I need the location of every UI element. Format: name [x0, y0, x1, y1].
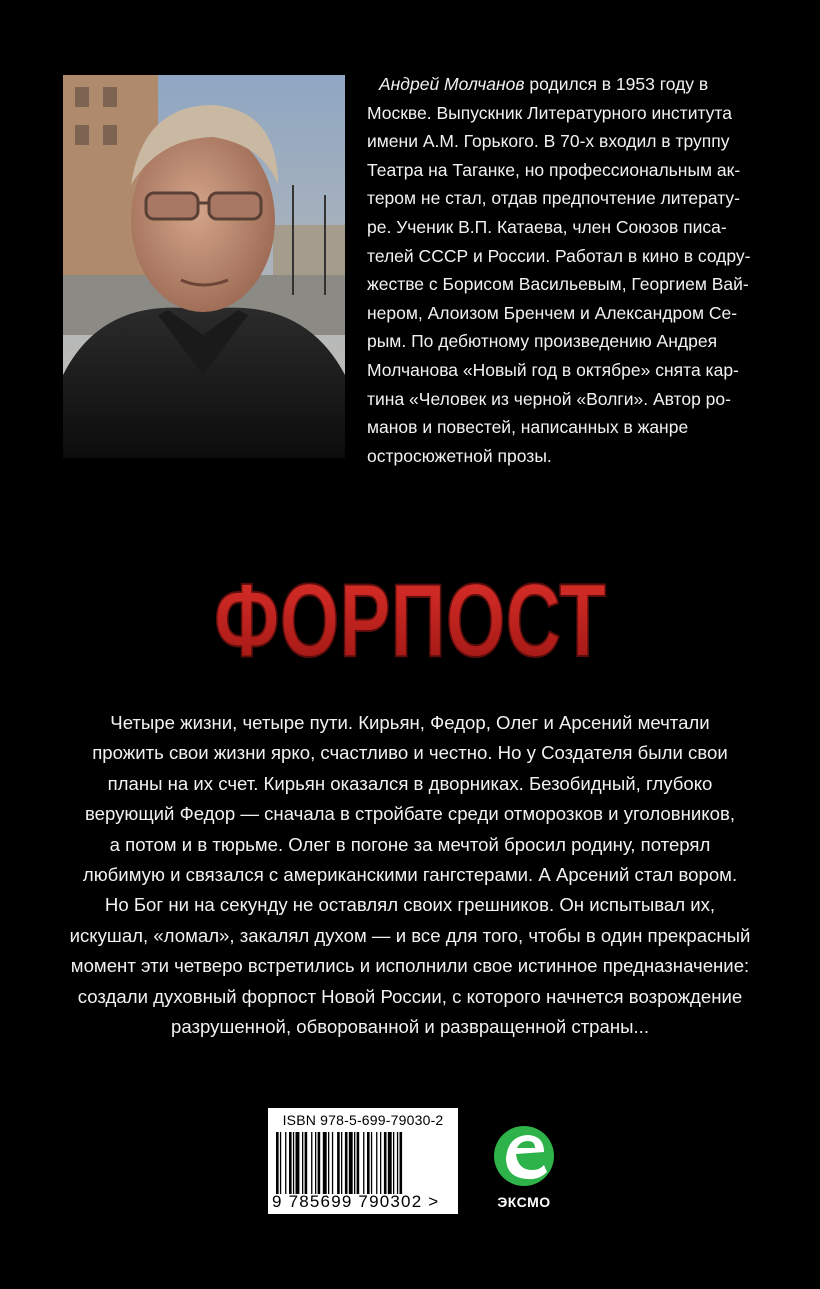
bio-line: манов и повестей, написанных в жанре [367, 417, 689, 438]
barcode-bar [376, 1132, 377, 1194]
barcode-bar [328, 1132, 329, 1194]
barcode-bar [380, 1132, 381, 1194]
barcode-bar [354, 1132, 355, 1194]
book-annotation [40, 708, 780, 1042]
barcode-bar [345, 1132, 348, 1194]
barcode-bars-icon [276, 1132, 450, 1194]
barcode-bar [357, 1132, 360, 1194]
author-name: Андрей Молчанов [379, 74, 525, 94]
bio-line: Театра на Таганке, но профессиональным ак- [367, 159, 741, 180]
annotation-line: Но Бог ни на секунду не оставлял своих грешников. Он испытывал их, [104, 894, 716, 916]
annotation-line: искушал, «ломал», закалял духом — и все для того, чтобы в один прекрасный [69, 924, 751, 946]
barcode-bar [276, 1132, 279, 1194]
barcode-bar [400, 1132, 403, 1194]
barcode-bar [315, 1132, 316, 1194]
annotation-line: а потом и в тюрьме. Олег в погоне за мечтой бросил родину, потерял [109, 833, 711, 855]
barcode-bar [280, 1132, 281, 1194]
barcode-bar [367, 1132, 370, 1194]
bio-line: тина «Человек из черной «Волги». Автор ро- [367, 388, 731, 409]
isbn-barcode [268, 1108, 458, 1214]
barcode-bar [332, 1132, 333, 1194]
barcode-bar [302, 1132, 303, 1194]
bio-line: тером не стал, отдав предпочтение литерату- [367, 188, 740, 209]
annotation-line: Четыре жизни, четыре пути. Кирьян, Федор, Олег и Арсений мечтали [110, 712, 710, 733]
barcode-bar [289, 1132, 292, 1194]
barcode-bar [341, 1132, 342, 1194]
author-portrait-icon [63, 75, 345, 458]
barcode-bar [293, 1132, 294, 1194]
author-bio [367, 70, 767, 470]
bio-line: телей СССР и России. Работал в кино в содру- [367, 245, 751, 266]
barcode-bar [363, 1132, 364, 1194]
annotation-line: прожить свои жизни ярко, счастливо и честно. Но у Создателя были свои [92, 742, 728, 764]
annotation-line: разрушенной, обворованной и развращенной страны... [171, 1016, 649, 1038]
bio-line: рым. По дебютному произведению Андрея [367, 331, 718, 352]
bio-line: Андрей Молчанов родился в 1953 году в [379, 74, 709, 94]
book-title [0, 572, 820, 672]
bio-line: Молчанова «Новый год в октябре» снята кар- [367, 359, 739, 380]
publisher-name: ЭКСМО [497, 1194, 551, 1210]
barcode-bar [388, 1132, 392, 1194]
barcode-bar [384, 1132, 387, 1194]
barcode-bar [393, 1132, 394, 1194]
bio-line: жестве с Борисом Васильевым, Георгием Вай- [367, 274, 749, 295]
barcode-digits: 9 785699 790302 > [272, 1192, 440, 1211]
barcode-bar [397, 1132, 398, 1194]
barcode-bar [371, 1132, 372, 1194]
bio-line: нером, Алоизом Бренчем и Александром Се- [367, 302, 738, 323]
bio-line: Москве. Выпускник Литературного института [367, 102, 732, 123]
barcode-bar [337, 1132, 340, 1194]
barcode-bar [285, 1132, 286, 1194]
bio-line: ре. Ученик В.П. Катаева, член Союзов писа- [367, 216, 727, 237]
author-photo [63, 75, 345, 458]
isbn-number: ISBN 978-5-699-79030-2 [282, 1112, 444, 1128]
annotation-line: верующий Федор — сначала в стройбате среди отморозков и уголовников, [84, 803, 735, 825]
barcode-bar [296, 1132, 300, 1194]
bio-line: имени А.М. Горького. В 70-х входил в труппу [367, 131, 730, 152]
annotation-line: любимую и связался с американскими гангстерами. А Арсений стал вором. [82, 864, 738, 886]
barcode-bar [323, 1132, 327, 1194]
barcode-bar [311, 1132, 312, 1194]
barcode-bar [349, 1132, 353, 1194]
annotation-line: создали духовный форпост Новой России, с которого начнется возрождение [77, 985, 743, 1007]
barcode-bar [318, 1132, 321, 1194]
barcode-bar [305, 1132, 308, 1194]
bio-line: остросюжетной прозы. [367, 445, 552, 466]
title-text: ФОРПОСТ [214, 572, 606, 672]
annotation-line: момент эти четверо встретились и исполнили свое истинное предназначение: [70, 955, 750, 977]
annotation-line: планы на их счет. Кирьян оказался в дворниках. Безобидный, глубоко [107, 772, 713, 794]
